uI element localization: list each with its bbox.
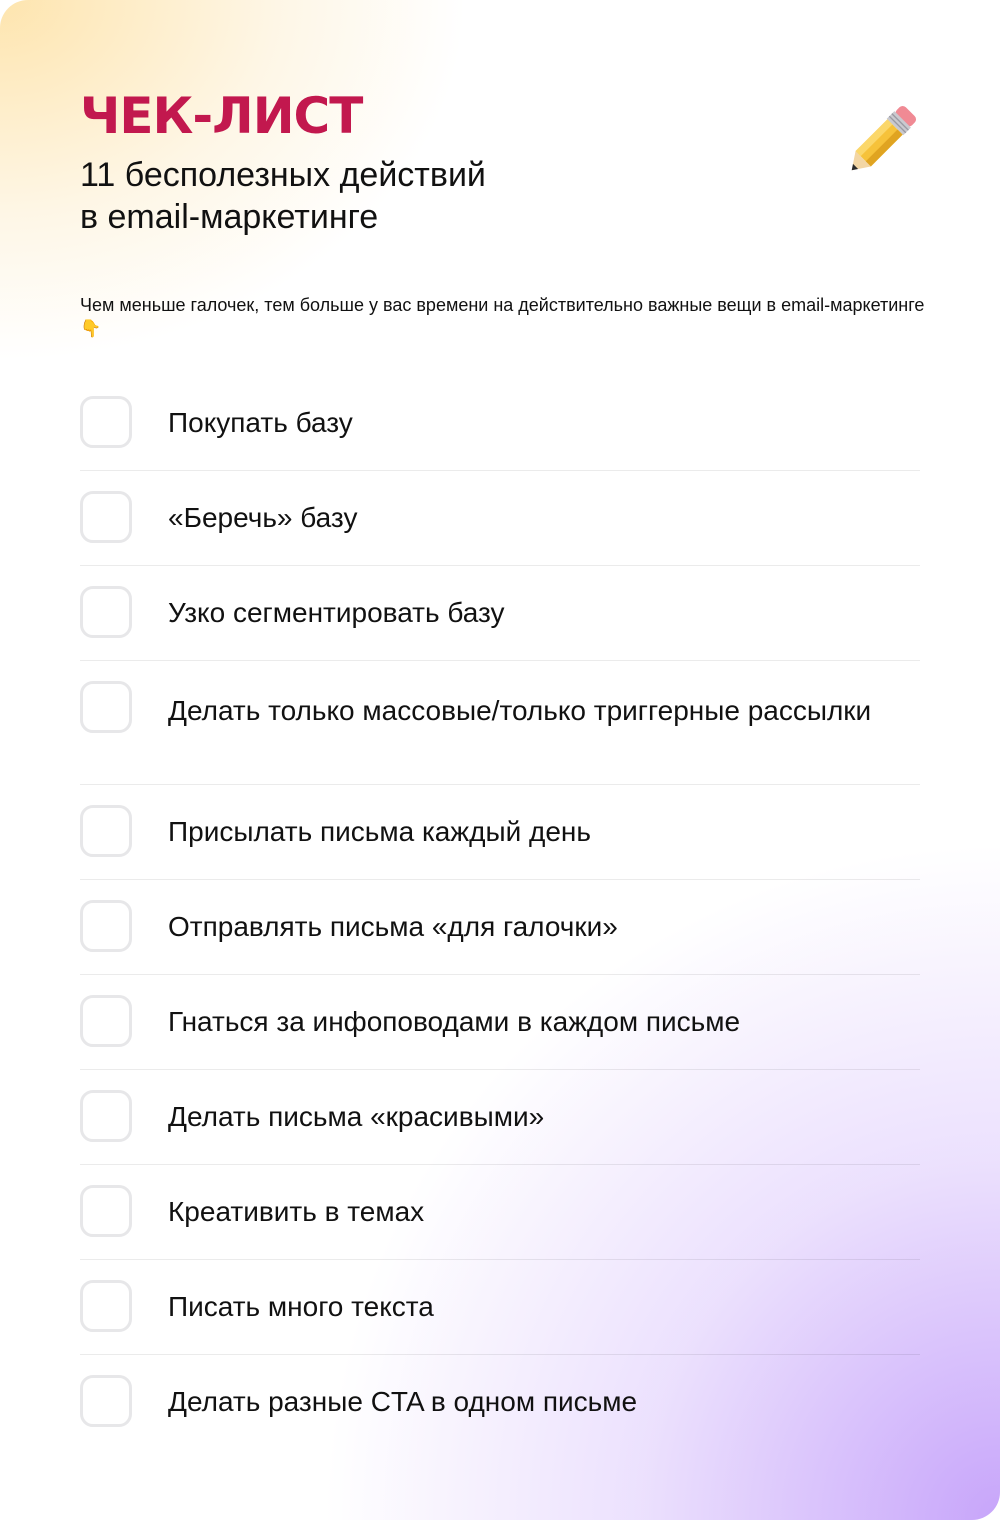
checklist-item[interactable] bbox=[80, 1355, 920, 1450]
checklist-item-label: Отправлять письма «для галочки» bbox=[168, 911, 618, 942]
checkbox[interactable] bbox=[80, 586, 132, 638]
checklist-item-label: Делать письма «красивыми» bbox=[168, 1101, 545, 1132]
checklist-item-label: Делать только массовые/только триггерные рассылки bbox=[168, 695, 872, 726]
checklist-item-label: «Беречь» базу bbox=[168, 502, 358, 533]
checklist-item[interactable] bbox=[80, 566, 920, 661]
checklist-item[interactable] bbox=[80, 1260, 920, 1355]
checklist-item-label: Писать много текста bbox=[168, 1291, 434, 1322]
checklist-item[interactable] bbox=[80, 1070, 920, 1165]
checkbox[interactable] bbox=[80, 995, 132, 1047]
page-subtitle bbox=[80, 154, 780, 238]
subtitle-line-1: 11 бесполезных действий bbox=[80, 156, 486, 194]
subtitle-line-2: в email-маркетинге bbox=[80, 198, 379, 236]
checklist-item[interactable] bbox=[80, 661, 920, 785]
checkbox[interactable] bbox=[80, 1375, 132, 1427]
page-title: ЧЕК-ЛИСТ bbox=[80, 87, 363, 145]
checkbox[interactable] bbox=[80, 396, 132, 448]
checklist bbox=[80, 376, 920, 1450]
checklist-item[interactable] bbox=[80, 471, 920, 566]
checklist-item-label: Креативить в темах bbox=[168, 1196, 425, 1227]
checklist-item[interactable] bbox=[80, 975, 920, 1070]
checklist-item[interactable] bbox=[80, 1165, 920, 1260]
checkbox[interactable] bbox=[80, 681, 132, 733]
checkbox[interactable] bbox=[80, 1185, 132, 1237]
checklist-item[interactable] bbox=[80, 785, 920, 880]
checklist-item-label: Гнаться за инфоповодами в каждом письме bbox=[168, 1006, 741, 1037]
checkbox[interactable] bbox=[80, 491, 132, 543]
intro-text-body: Чем меньше галочек, тем больше у вас времени на действительно важные вещи в email-маркетинге bbox=[80, 295, 925, 315]
pencil-icon bbox=[836, 96, 926, 186]
checkbox[interactable] bbox=[80, 1280, 132, 1332]
checklist-item-label: Узко сегментировать базу bbox=[168, 597, 505, 628]
checklist-item[interactable] bbox=[80, 376, 920, 471]
pointing-down-icon: 👇 bbox=[80, 319, 102, 339]
checkbox[interactable] bbox=[80, 900, 132, 952]
intro-text bbox=[80, 294, 930, 341]
checklist-item-label: Присылать письма каждый день bbox=[168, 816, 591, 847]
checklist-item[interactable] bbox=[80, 880, 920, 975]
checklist-item-label: Покупать базу bbox=[168, 407, 353, 438]
checkbox[interactable] bbox=[80, 1090, 132, 1142]
checkbox[interactable] bbox=[80, 805, 132, 857]
checklist-item-label: Делать разные CTA в одном письме bbox=[168, 1386, 638, 1417]
